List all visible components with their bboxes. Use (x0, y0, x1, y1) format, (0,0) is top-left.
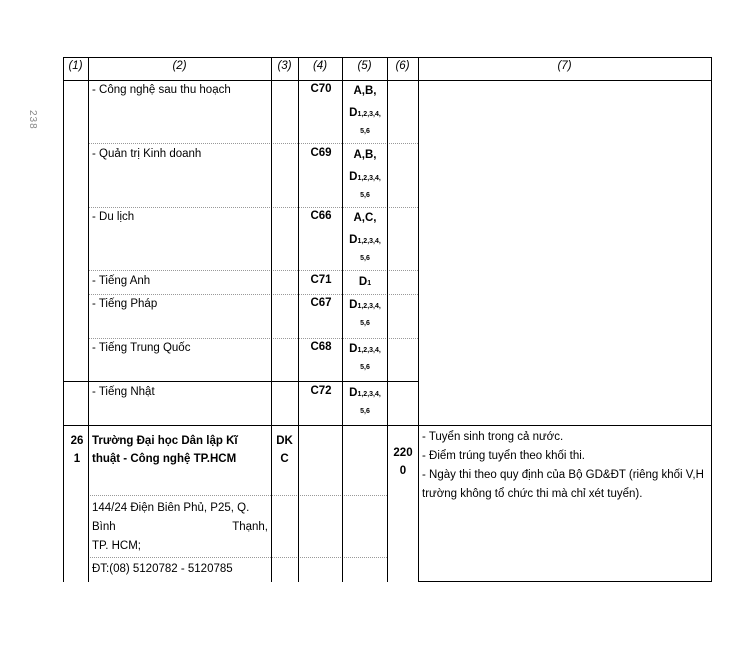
header-col-1: (1) (68, 60, 83, 72)
header-col-6: (6) (395, 60, 410, 72)
school-phone: ĐT:(08) 5120782 - 5120785 (92, 563, 233, 575)
major-blocks: A,B, D1,2,3,4, 5,6 (349, 85, 381, 135)
school-address: 144/24 Điện Biên Phủ, P25, Q. Bình Thạnh, TP. HCM; (92, 502, 268, 552)
major-code: C66 (310, 210, 332, 222)
major-name: - Tiếng Pháp (92, 298, 158, 310)
school-code: DK C (276, 435, 293, 465)
major-code: C71 (310, 274, 332, 286)
school-name: Trường Đại học Dân lập Kĩ thuật - Công nghệ TP.HCM (92, 435, 238, 465)
major-name: - Công nghệ sau thu hoạch (92, 84, 231, 96)
major-name: - Tiếng Nhật (92, 386, 155, 398)
school-note: - Ngày thi theo quy định của Bộ GD&ĐT (riêng khối V,H (422, 469, 704, 481)
major-name: - Du lịch (92, 211, 135, 223)
major-blocks: D1,2,3,4, 5,6 (349, 343, 381, 371)
page-number: 238 (27, 110, 38, 130)
major-code: C68 (310, 341, 332, 353)
major-blocks: D1,2,3,4, 5,6 (349, 299, 381, 327)
major-blocks: A,C, D1,2,3,4, 5,6 (349, 212, 381, 262)
header-col-5: (5) (357, 60, 372, 72)
major-name: - Tiếng Trung Quốc (92, 342, 191, 354)
school-note: trường không tổ chức thi mà chỉ xét tuyển). (422, 488, 643, 500)
school-note: - Tuyển sinh trong cả nước. (422, 431, 564, 443)
major-name: - Quản trị Kinh doanh (92, 148, 202, 160)
major-code: C67 (310, 297, 332, 309)
header-col-3: (3) (277, 60, 292, 72)
major-blocks: A,B, D1,2,3,4, 5,6 (349, 149, 381, 199)
school-quota: 220 0 (393, 447, 413, 477)
major-code: C70 (310, 83, 332, 95)
major-name: - Tiếng Anh (92, 275, 151, 287)
header-col-7: (7) (557, 60, 572, 72)
major-code: C72 (310, 385, 332, 397)
major-blocks: D1,2,3,4, 5,6 (349, 387, 381, 415)
major-blocks: D1 (358, 276, 372, 288)
school-note: - Điểm trúng tuyển theo khối thi. (422, 450, 585, 462)
header-col-2: (2) (172, 60, 187, 72)
major-code: C69 (310, 147, 332, 159)
school-number: 26 1 (70, 435, 84, 465)
header-col-4: (4) (312, 60, 328, 72)
